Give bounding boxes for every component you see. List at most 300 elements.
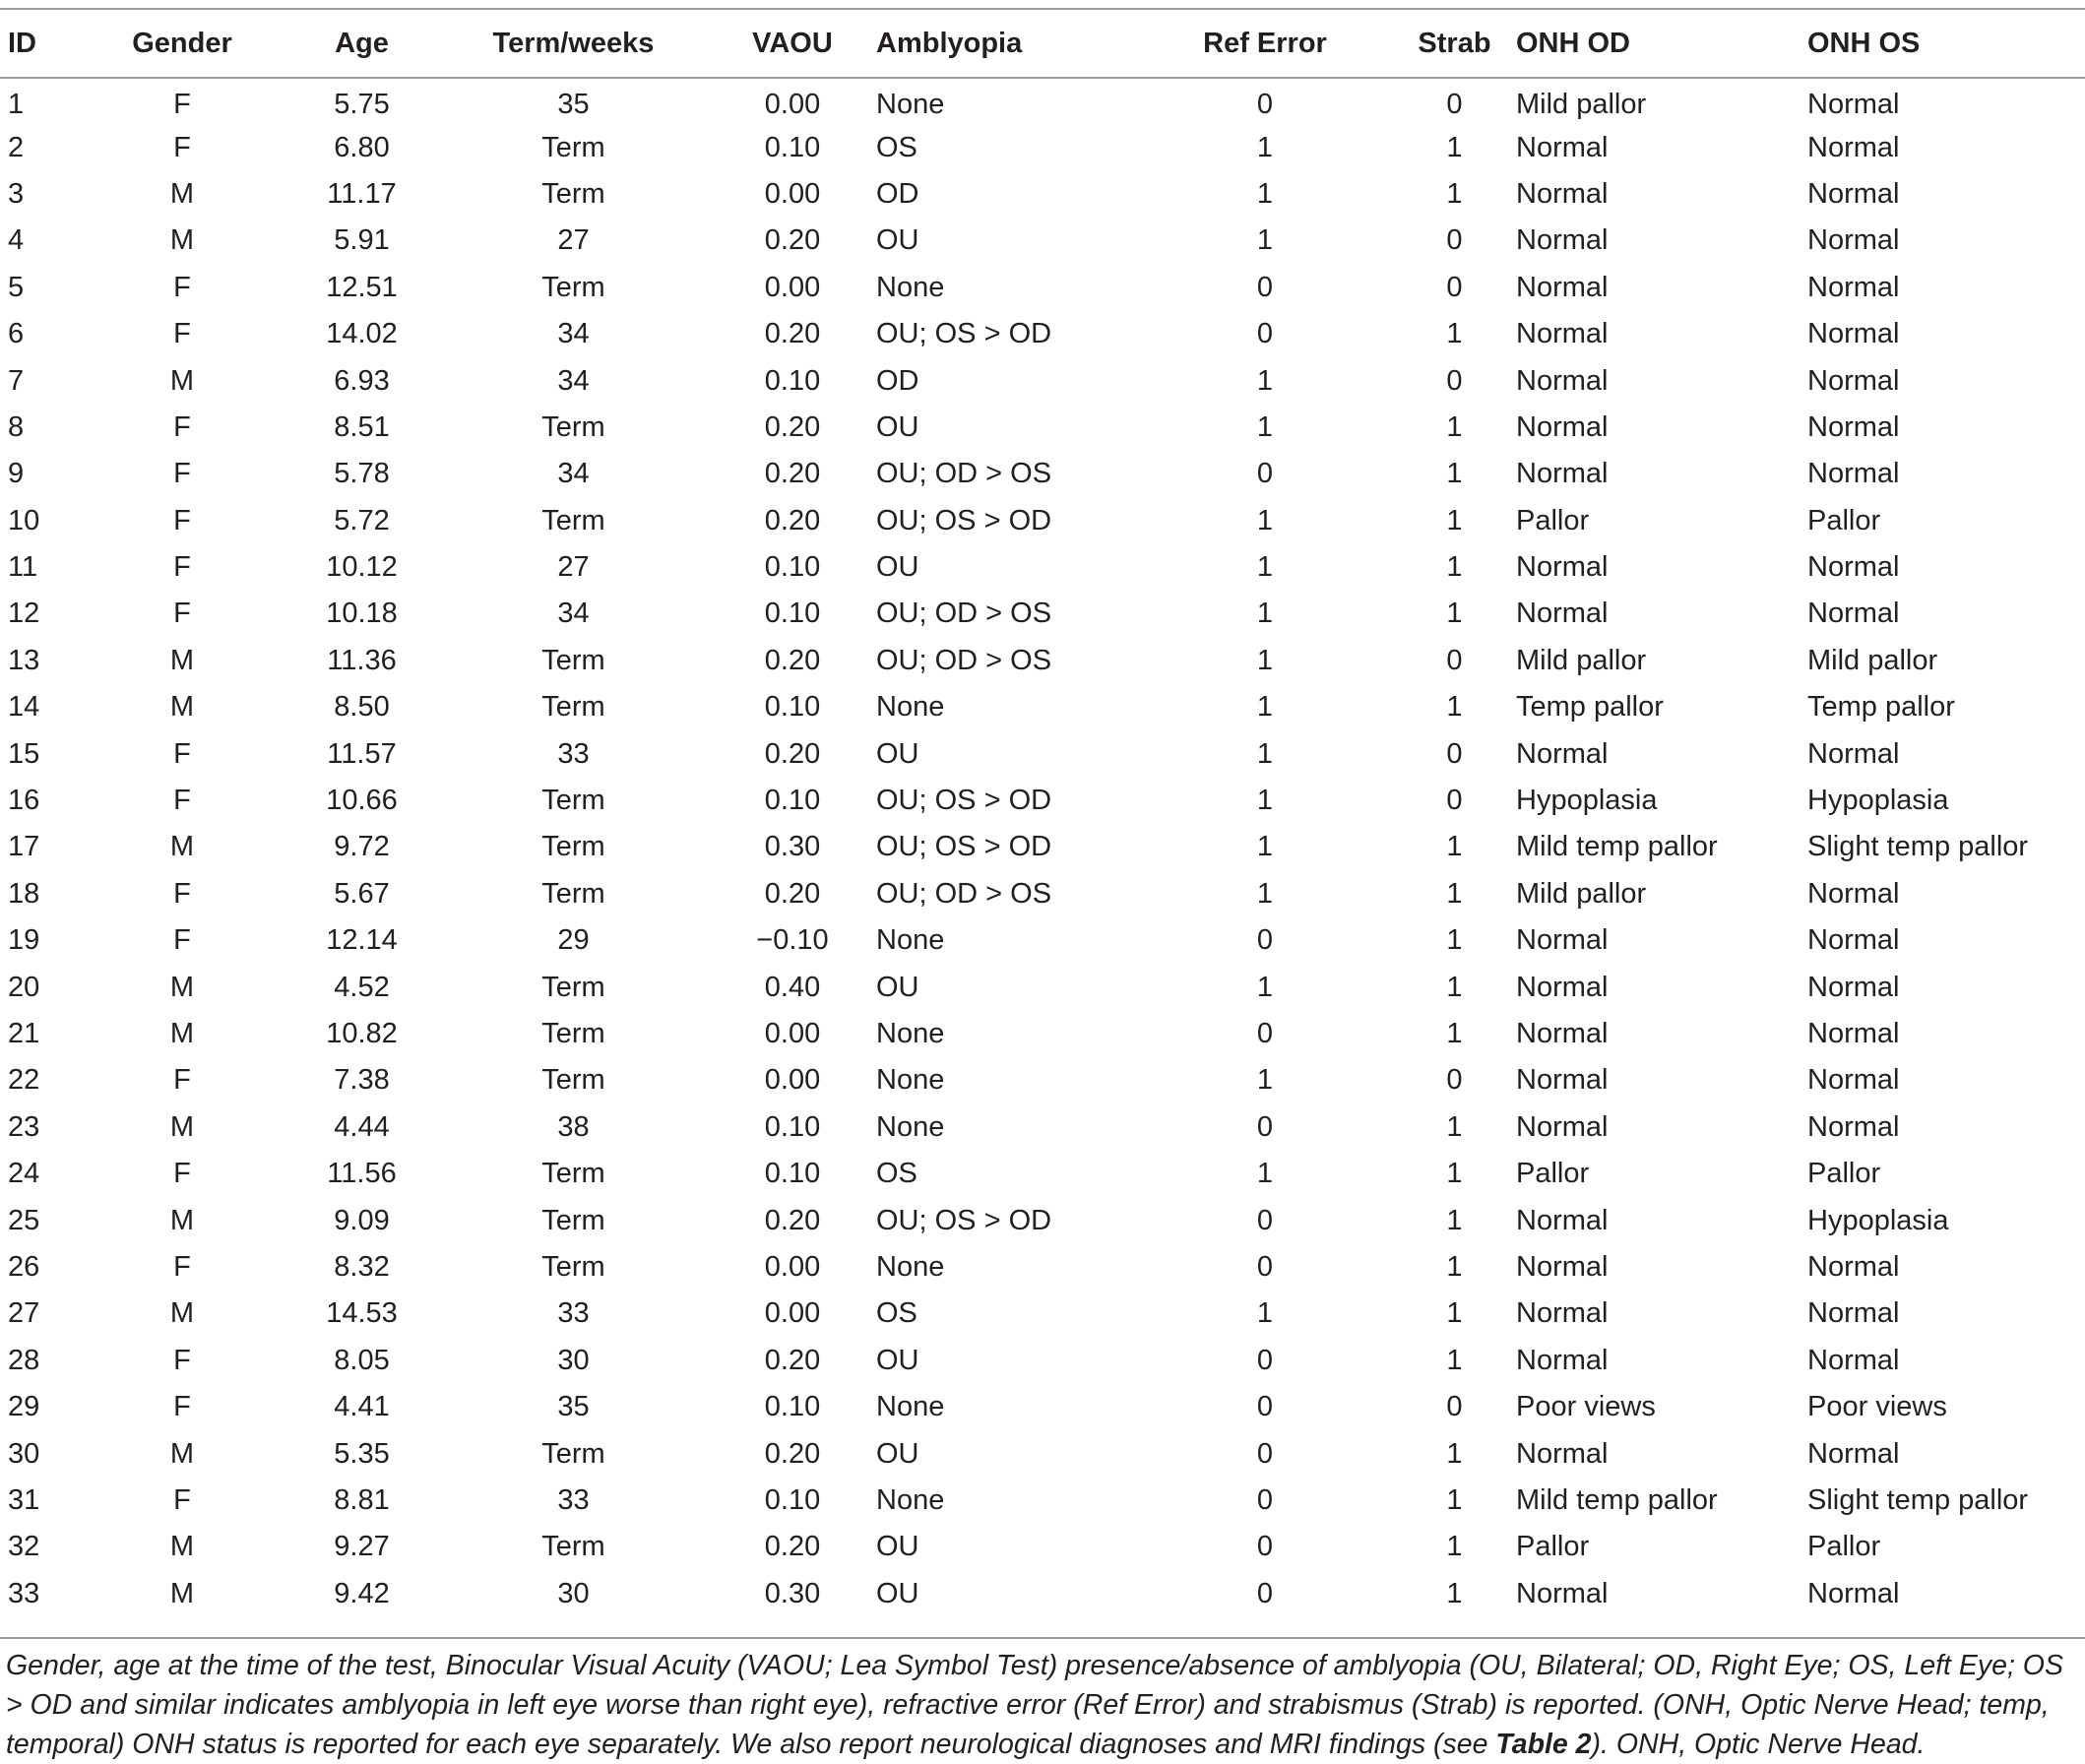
header-term-weeks: Term/weeks bbox=[492, 27, 655, 59]
cell-ref-error: 1 bbox=[1256, 504, 1274, 536]
cell-id: 17 bbox=[8, 831, 40, 863]
cell-amblyopia: OU bbox=[876, 224, 919, 257]
cell-strab: 0 bbox=[1446, 364, 1463, 397]
table-row bbox=[0, 78, 2085, 124]
table-row bbox=[0, 1104, 2085, 1151]
cell-amblyopia: None bbox=[876, 1250, 945, 1283]
cell-term-weeks: 34 bbox=[557, 598, 590, 630]
header-onh-od: ONH OD bbox=[1516, 27, 1630, 59]
cell-term-weeks: 27 bbox=[557, 551, 590, 584]
cell-id: 8 bbox=[8, 410, 25, 443]
cell-vaou: 0.20 bbox=[764, 644, 821, 676]
cell-id: 6 bbox=[8, 318, 25, 350]
cell-id: 27 bbox=[8, 1297, 40, 1330]
header-strab: Strab bbox=[1418, 27, 1491, 59]
cell-id: 15 bbox=[8, 737, 40, 770]
cell-onh-od: Normal bbox=[1516, 1297, 1609, 1330]
cell-onh-os: Slight temp pallor bbox=[1807, 1483, 2029, 1516]
table-row bbox=[0, 778, 2085, 824]
cell-vaou: 0.20 bbox=[764, 877, 821, 910]
cell-age: 9.27 bbox=[334, 1531, 390, 1563]
cell-term-weeks: 35 bbox=[557, 88, 590, 120]
cell-id: 26 bbox=[8, 1250, 40, 1283]
header-age: Age bbox=[335, 27, 389, 59]
header-ref-error: Ref Error bbox=[1203, 27, 1327, 59]
cell-ref-error: 1 bbox=[1256, 644, 1274, 676]
cell-age: 9.09 bbox=[334, 1204, 390, 1236]
cell-onh-od: Normal bbox=[1516, 551, 1609, 584]
table-row bbox=[0, 124, 2085, 170]
cell-amblyopia: OU; OD > OS bbox=[876, 598, 1052, 630]
cell-strab: 0 bbox=[1446, 1391, 1463, 1423]
cell-gender: F bbox=[173, 458, 191, 490]
table-row bbox=[0, 1197, 2085, 1243]
cell-vaou: 0.10 bbox=[764, 1158, 821, 1190]
cell-term-weeks: Term bbox=[541, 644, 605, 676]
cell-gender: F bbox=[173, 1391, 191, 1423]
cell-age: 6.93 bbox=[334, 364, 390, 397]
table-row bbox=[0, 1291, 2085, 1337]
cell-gender: F bbox=[173, 131, 191, 163]
cell-vaou: 0.20 bbox=[764, 1204, 821, 1236]
cell-term-weeks: Term bbox=[541, 1204, 605, 1236]
cell-ref-error: 0 bbox=[1256, 924, 1274, 957]
cell-onh-od: Normal bbox=[1516, 177, 1609, 210]
cell-strab: 1 bbox=[1446, 971, 1463, 1003]
cell-gender: M bbox=[169, 1577, 195, 1609]
table-row bbox=[0, 638, 2085, 684]
cell-onh-od: Normal bbox=[1516, 1110, 1609, 1143]
cell-ref-error: 1 bbox=[1256, 1064, 1274, 1097]
cell-age: 5.91 bbox=[334, 224, 390, 257]
cell-amblyopia: OS bbox=[876, 1297, 917, 1330]
cell-gender: F bbox=[173, 1250, 191, 1283]
cell-strab: 0 bbox=[1446, 88, 1463, 120]
cell-strab: 1 bbox=[1446, 458, 1463, 490]
cell-gender: M bbox=[169, 364, 195, 397]
cell-gender: M bbox=[169, 1018, 195, 1049]
cell-onh-os: Normal bbox=[1807, 737, 1900, 770]
cell-onh-os: Normal bbox=[1807, 877, 1900, 910]
cell-ref-error: 1 bbox=[1256, 224, 1274, 257]
cell-gender: F bbox=[173, 1064, 191, 1097]
cell-vaou: 0.00 bbox=[764, 271, 821, 303]
cell-onh-os: Normal bbox=[1807, 364, 1900, 397]
cell-vaou: 0.10 bbox=[764, 691, 821, 724]
cell-ref-error: 0 bbox=[1256, 1204, 1274, 1236]
cell-ref-error: 0 bbox=[1256, 1018, 1274, 1049]
cell-age: 10.18 bbox=[326, 598, 398, 630]
cell-onh-od: Mild pallor bbox=[1516, 88, 1647, 120]
cell-strab: 0 bbox=[1446, 644, 1463, 676]
cell-onh-od: Normal bbox=[1516, 1344, 1609, 1376]
table-row bbox=[0, 265, 2085, 311]
cell-term-weeks: Term bbox=[541, 1531, 605, 1563]
cell-amblyopia: None bbox=[876, 271, 945, 303]
cell-id: 13 bbox=[8, 644, 40, 676]
header-id: ID bbox=[8, 27, 36, 59]
cell-amblyopia: OU; OS > OD bbox=[876, 831, 1052, 863]
cell-gender: M bbox=[169, 831, 195, 863]
cell-vaou: 0.00 bbox=[764, 1297, 821, 1330]
cell-amblyopia: OU; OS > OD bbox=[876, 785, 1052, 817]
cell-onh-os: Normal bbox=[1807, 924, 1900, 957]
cell-strab: 1 bbox=[1446, 1204, 1463, 1236]
cell-strab: 1 bbox=[1446, 1110, 1463, 1143]
cell-strab: 0 bbox=[1446, 785, 1463, 817]
cell-ref-error: 1 bbox=[1256, 1158, 1274, 1190]
cell-vaou: 0.00 bbox=[764, 1018, 821, 1049]
cell-onh-os: Poor views bbox=[1807, 1391, 1947, 1423]
cell-onh-od: Poor views bbox=[1516, 1391, 1656, 1423]
cell-gender: F bbox=[173, 924, 191, 957]
cell-ref-error: 0 bbox=[1256, 1577, 1274, 1609]
table-row bbox=[0, 405, 2085, 451]
cell-onh-os: Normal bbox=[1807, 224, 1900, 257]
cell-onh-os: Pallor bbox=[1807, 1158, 1881, 1190]
cell-onh-od: Normal bbox=[1516, 1577, 1609, 1609]
cell-amblyopia: None bbox=[876, 88, 945, 120]
cell-onh-od: Normal bbox=[1516, 271, 1609, 303]
cell-vaou: −0.10 bbox=[756, 924, 829, 957]
cell-gender: M bbox=[169, 1437, 195, 1470]
table-header-row bbox=[0, 9, 2085, 78]
cell-age: 8.81 bbox=[334, 1483, 390, 1516]
cell-vaou: 0.30 bbox=[764, 1577, 821, 1609]
cell-term-weeks: Term bbox=[541, 831, 605, 863]
cell-onh-od: Pallor bbox=[1516, 1158, 1590, 1190]
table-row bbox=[0, 730, 2085, 777]
cell-strab: 1 bbox=[1446, 410, 1463, 443]
cell-gender: M bbox=[169, 177, 195, 210]
cell-term-weeks: Term bbox=[541, 177, 605, 210]
cell-gender: F bbox=[173, 551, 191, 584]
cell-age: 11.36 bbox=[327, 644, 397, 676]
table-row bbox=[0, 498, 2085, 544]
cell-amblyopia: OU; OS > OD bbox=[876, 1204, 1052, 1236]
cell-ref-error: 0 bbox=[1256, 1483, 1274, 1516]
cell-amblyopia: OS bbox=[876, 1158, 917, 1190]
cell-onh-od: Normal bbox=[1516, 971, 1609, 1003]
cell-ref-error: 0 bbox=[1256, 1437, 1274, 1470]
cell-vaou: 0.00 bbox=[764, 1064, 821, 1097]
cell-strab: 0 bbox=[1446, 224, 1463, 257]
cell-strab: 1 bbox=[1446, 318, 1463, 350]
cell-term-weeks: 33 bbox=[557, 737, 590, 770]
cell-strab: 0 bbox=[1446, 737, 1463, 770]
cell-strab: 1 bbox=[1446, 1297, 1463, 1330]
cell-age: 11.56 bbox=[327, 1158, 397, 1190]
cell-term-weeks: Term bbox=[541, 785, 605, 817]
cell-id: 9 bbox=[8, 458, 25, 490]
cell-onh-od: Mild pallor bbox=[1516, 644, 1647, 676]
cell-strab: 1 bbox=[1446, 1483, 1463, 1516]
cell-onh-os: Normal bbox=[1807, 177, 1900, 210]
cell-gender: M bbox=[169, 971, 195, 1003]
cell-strab: 1 bbox=[1446, 504, 1463, 536]
cell-vaou: 0.20 bbox=[764, 1531, 821, 1563]
cell-ref-error: 1 bbox=[1256, 364, 1274, 397]
cell-vaou: 0.20 bbox=[764, 1437, 821, 1470]
table-row bbox=[0, 964, 2085, 1010]
header-vaou: VAOU bbox=[752, 27, 833, 59]
cell-onh-od: Pallor bbox=[1516, 1531, 1590, 1563]
cell-id: 18 bbox=[8, 877, 40, 910]
cell-gender: M bbox=[169, 691, 195, 724]
cell-gender: M bbox=[169, 1297, 195, 1330]
cell-onh-os: Normal bbox=[1807, 1344, 1900, 1376]
cell-age: 10.82 bbox=[326, 1018, 398, 1049]
cell-term-weeks: Term bbox=[541, 1250, 605, 1283]
cell-term-weeks: 35 bbox=[557, 1391, 590, 1423]
cell-ref-error: 1 bbox=[1256, 737, 1274, 770]
table-row bbox=[0, 1057, 2085, 1103]
cell-strab: 1 bbox=[1446, 1531, 1463, 1563]
cell-strab: 1 bbox=[1446, 1577, 1463, 1609]
cell-age: 7.38 bbox=[334, 1064, 390, 1097]
cell-onh-od: Mild temp pallor bbox=[1516, 1483, 1718, 1516]
cell-onh-od: Normal bbox=[1516, 1018, 1609, 1049]
cell-id: 19 bbox=[8, 924, 40, 957]
cell-onh-od: Normal bbox=[1516, 410, 1609, 443]
cell-ref-error: 0 bbox=[1256, 1531, 1274, 1563]
table-row bbox=[0, 684, 2085, 730]
table-row bbox=[0, 591, 2085, 637]
cell-onh-os: Mild pallor bbox=[1807, 644, 1938, 676]
cell-gender: M bbox=[169, 224, 195, 257]
cell-gender: F bbox=[173, 410, 191, 443]
cell-id: 25 bbox=[8, 1204, 40, 1236]
cell-onh-od: Normal bbox=[1516, 364, 1609, 397]
cell-age: 5.75 bbox=[334, 88, 390, 120]
cell-gender: F bbox=[173, 785, 191, 817]
cell-vaou: 0.30 bbox=[764, 831, 821, 863]
cell-strab: 1 bbox=[1446, 551, 1463, 584]
cell-onh-os: Normal bbox=[1807, 1110, 1900, 1143]
footnote-text-end: ). ONH, Optic Nerve Head. bbox=[1591, 1729, 1926, 1760]
cell-onh-os: Hypoplasia bbox=[1807, 1204, 1949, 1236]
header-amblyopia: Amblyopia bbox=[876, 27, 1023, 59]
cell-ref-error: 1 bbox=[1256, 551, 1274, 584]
cell-onh-od: Normal bbox=[1516, 1437, 1609, 1470]
cell-onh-os: Normal bbox=[1807, 1064, 1900, 1097]
cell-vaou: 0.40 bbox=[764, 971, 821, 1003]
cell-onh-os: Normal bbox=[1807, 551, 1900, 584]
cell-gender: F bbox=[173, 318, 191, 350]
cell-ref-error: 1 bbox=[1256, 177, 1274, 210]
cell-ref-error: 1 bbox=[1256, 598, 1274, 630]
cell-age: 5.67 bbox=[334, 877, 390, 910]
cell-strab: 1 bbox=[1446, 598, 1463, 630]
header-gender: Gender bbox=[132, 27, 232, 59]
cell-strab: 0 bbox=[1446, 271, 1463, 303]
table-body bbox=[0, 78, 2085, 1617]
cell-term-weeks: Term bbox=[541, 877, 605, 910]
table-row bbox=[0, 824, 2085, 870]
table-bottom-rule bbox=[0, 1637, 2085, 1639]
cell-onh-od: Pallor bbox=[1516, 504, 1590, 536]
cell-age: 8.50 bbox=[334, 691, 390, 724]
cell-amblyopia: OU bbox=[876, 410, 919, 443]
cell-amblyopia: OS bbox=[876, 131, 917, 163]
cell-amblyopia: OU; OD > OS bbox=[876, 458, 1052, 490]
cell-term-weeks: Term bbox=[541, 1158, 605, 1190]
cell-age: 5.72 bbox=[334, 504, 390, 536]
cell-term-weeks: Term bbox=[541, 1064, 605, 1097]
table-row bbox=[0, 871, 2085, 917]
table-row bbox=[0, 917, 2085, 964]
cell-onh-os: Normal bbox=[1807, 1250, 1900, 1283]
cell-onh-od: Normal bbox=[1516, 318, 1609, 350]
cell-gender: F bbox=[173, 1344, 191, 1376]
cell-id: 16 bbox=[8, 785, 40, 817]
cell-strab: 1 bbox=[1446, 924, 1463, 957]
cell-vaou: 0.20 bbox=[764, 410, 821, 443]
cell-id: 33 bbox=[8, 1577, 40, 1609]
cell-vaou: 0.10 bbox=[764, 551, 821, 584]
cell-gender: F bbox=[173, 88, 191, 120]
cell-age: 4.41 bbox=[334, 1391, 390, 1423]
cell-amblyopia: OU; OD > OS bbox=[876, 644, 1052, 676]
cell-vaou: 0.20 bbox=[764, 1344, 821, 1376]
cell-vaou: 0.00 bbox=[764, 88, 821, 120]
table-row bbox=[0, 544, 2085, 591]
table-2-link[interactable]: Table 2 bbox=[1495, 1729, 1592, 1760]
table-row bbox=[0, 311, 2085, 357]
table-row bbox=[0, 451, 2085, 497]
cell-onh-os: Normal bbox=[1807, 88, 1900, 120]
cell-term-weeks: 33 bbox=[557, 1483, 590, 1516]
cell-gender: F bbox=[173, 1158, 191, 1190]
cell-vaou: 0.20 bbox=[764, 737, 821, 770]
cell-onh-od: Normal bbox=[1516, 1250, 1609, 1283]
cell-gender: F bbox=[173, 737, 191, 770]
cell-vaou: 0.10 bbox=[764, 598, 821, 630]
cell-age: 11.57 bbox=[327, 737, 397, 770]
cell-term-weeks: 30 bbox=[557, 1344, 590, 1376]
cell-id: 20 bbox=[8, 971, 40, 1003]
cell-onh-od: Normal bbox=[1516, 924, 1609, 957]
cell-term-weeks: 34 bbox=[557, 458, 590, 490]
table-row bbox=[0, 1244, 2085, 1291]
cell-onh-os: Slight temp pallor bbox=[1807, 831, 2029, 863]
cell-age: 8.05 bbox=[334, 1344, 390, 1376]
cell-id: 12 bbox=[8, 598, 40, 630]
cell-amblyopia: OU bbox=[876, 1531, 919, 1563]
cell-onh-od: Hypoplasia bbox=[1516, 785, 1658, 817]
cell-onh-os: Normal bbox=[1807, 1577, 1900, 1609]
cell-id: 10 bbox=[8, 504, 40, 536]
cell-term-weeks: 29 bbox=[557, 924, 590, 957]
cell-amblyopia: None bbox=[876, 924, 945, 957]
cell-ref-error: 1 bbox=[1256, 131, 1274, 163]
cell-age: 11.17 bbox=[327, 177, 397, 210]
cell-term-weeks: 34 bbox=[557, 318, 590, 350]
cell-term-weeks: 30 bbox=[557, 1577, 590, 1609]
cell-onh-od: Temp pallor bbox=[1516, 691, 1664, 724]
cell-onh-os: Normal bbox=[1807, 131, 1900, 163]
cell-id: 28 bbox=[8, 1344, 40, 1376]
cell-gender: F bbox=[173, 877, 191, 910]
patient-table bbox=[0, 8, 2085, 1617]
cell-ref-error: 1 bbox=[1256, 877, 1274, 910]
cell-age: 12.51 bbox=[326, 271, 398, 303]
cell-onh-os: Normal bbox=[1807, 1437, 1900, 1470]
cell-term-weeks: 38 bbox=[557, 1110, 590, 1143]
cell-ref-error: 0 bbox=[1256, 1391, 1274, 1423]
cell-vaou: 0.10 bbox=[764, 785, 821, 817]
cell-vaou: 0.20 bbox=[764, 504, 821, 536]
cell-onh-os: Normal bbox=[1807, 318, 1900, 350]
table-row bbox=[0, 357, 2085, 404]
cell-amblyopia: OU bbox=[876, 1437, 919, 1470]
cell-id: 1 bbox=[8, 88, 25, 120]
cell-strab: 1 bbox=[1446, 877, 1463, 910]
cell-vaou: 0.20 bbox=[764, 318, 821, 350]
cell-vaou: 0.10 bbox=[764, 131, 821, 163]
cell-age: 14.53 bbox=[326, 1297, 398, 1330]
cell-ref-error: 1 bbox=[1256, 1297, 1274, 1330]
cell-strab: 1 bbox=[1446, 1250, 1463, 1283]
cell-vaou: 0.00 bbox=[764, 177, 821, 210]
cell-onh-od: Normal bbox=[1516, 737, 1609, 770]
cell-strab: 1 bbox=[1446, 1344, 1463, 1376]
cell-strab: 0 bbox=[1446, 1064, 1463, 1097]
cell-age: 5.35 bbox=[334, 1437, 390, 1470]
cell-term-weeks: 33 bbox=[557, 1297, 590, 1330]
table-row bbox=[0, 171, 2085, 218]
cell-onh-od: Normal bbox=[1516, 598, 1609, 630]
cell-amblyopia: OU bbox=[876, 737, 919, 770]
cell-id: 5 bbox=[8, 271, 25, 303]
cell-id: 7 bbox=[8, 364, 25, 397]
cell-amblyopia: OD bbox=[876, 177, 919, 210]
cell-amblyopia: None bbox=[876, 1018, 945, 1049]
cell-vaou: 0.10 bbox=[764, 1391, 821, 1423]
cell-id: 4 bbox=[8, 224, 25, 257]
cell-age: 10.66 bbox=[326, 785, 398, 817]
cell-age: 12.14 bbox=[326, 924, 398, 957]
cell-age: 10.12 bbox=[326, 551, 398, 584]
cell-amblyopia: OD bbox=[876, 364, 919, 397]
cell-ref-error: 1 bbox=[1256, 410, 1274, 443]
cell-age: 6.80 bbox=[334, 131, 390, 163]
cell-strab: 1 bbox=[1446, 131, 1463, 163]
header-onh-os: ONH OS bbox=[1807, 27, 1921, 59]
cell-amblyopia: OU bbox=[876, 1344, 919, 1376]
cell-id: 22 bbox=[8, 1064, 40, 1097]
cell-age: 9.72 bbox=[334, 831, 390, 863]
cell-vaou: 0.10 bbox=[764, 364, 821, 397]
cell-strab: 1 bbox=[1446, 1437, 1463, 1470]
cell-ref-error: 0 bbox=[1256, 271, 1274, 303]
cell-ref-error: 0 bbox=[1256, 1344, 1274, 1376]
cell-onh-od: Normal bbox=[1516, 224, 1609, 257]
table-row bbox=[0, 218, 2085, 264]
cell-term-weeks: Term bbox=[541, 1437, 605, 1470]
cell-ref-error: 0 bbox=[1256, 318, 1274, 350]
cell-age: 4.44 bbox=[334, 1110, 390, 1143]
table-row bbox=[0, 1338, 2085, 1384]
cell-amblyopia: None bbox=[876, 1064, 945, 1097]
cell-id: 2 bbox=[8, 131, 25, 163]
cell-age: 5.78 bbox=[334, 458, 390, 490]
cell-amblyopia: OU; OS > OD bbox=[876, 504, 1052, 536]
cell-strab: 1 bbox=[1446, 1018, 1463, 1049]
cell-id: 31 bbox=[8, 1483, 40, 1516]
cell-strab: 1 bbox=[1446, 1158, 1463, 1190]
cell-onh-od: Mild pallor bbox=[1516, 877, 1647, 910]
